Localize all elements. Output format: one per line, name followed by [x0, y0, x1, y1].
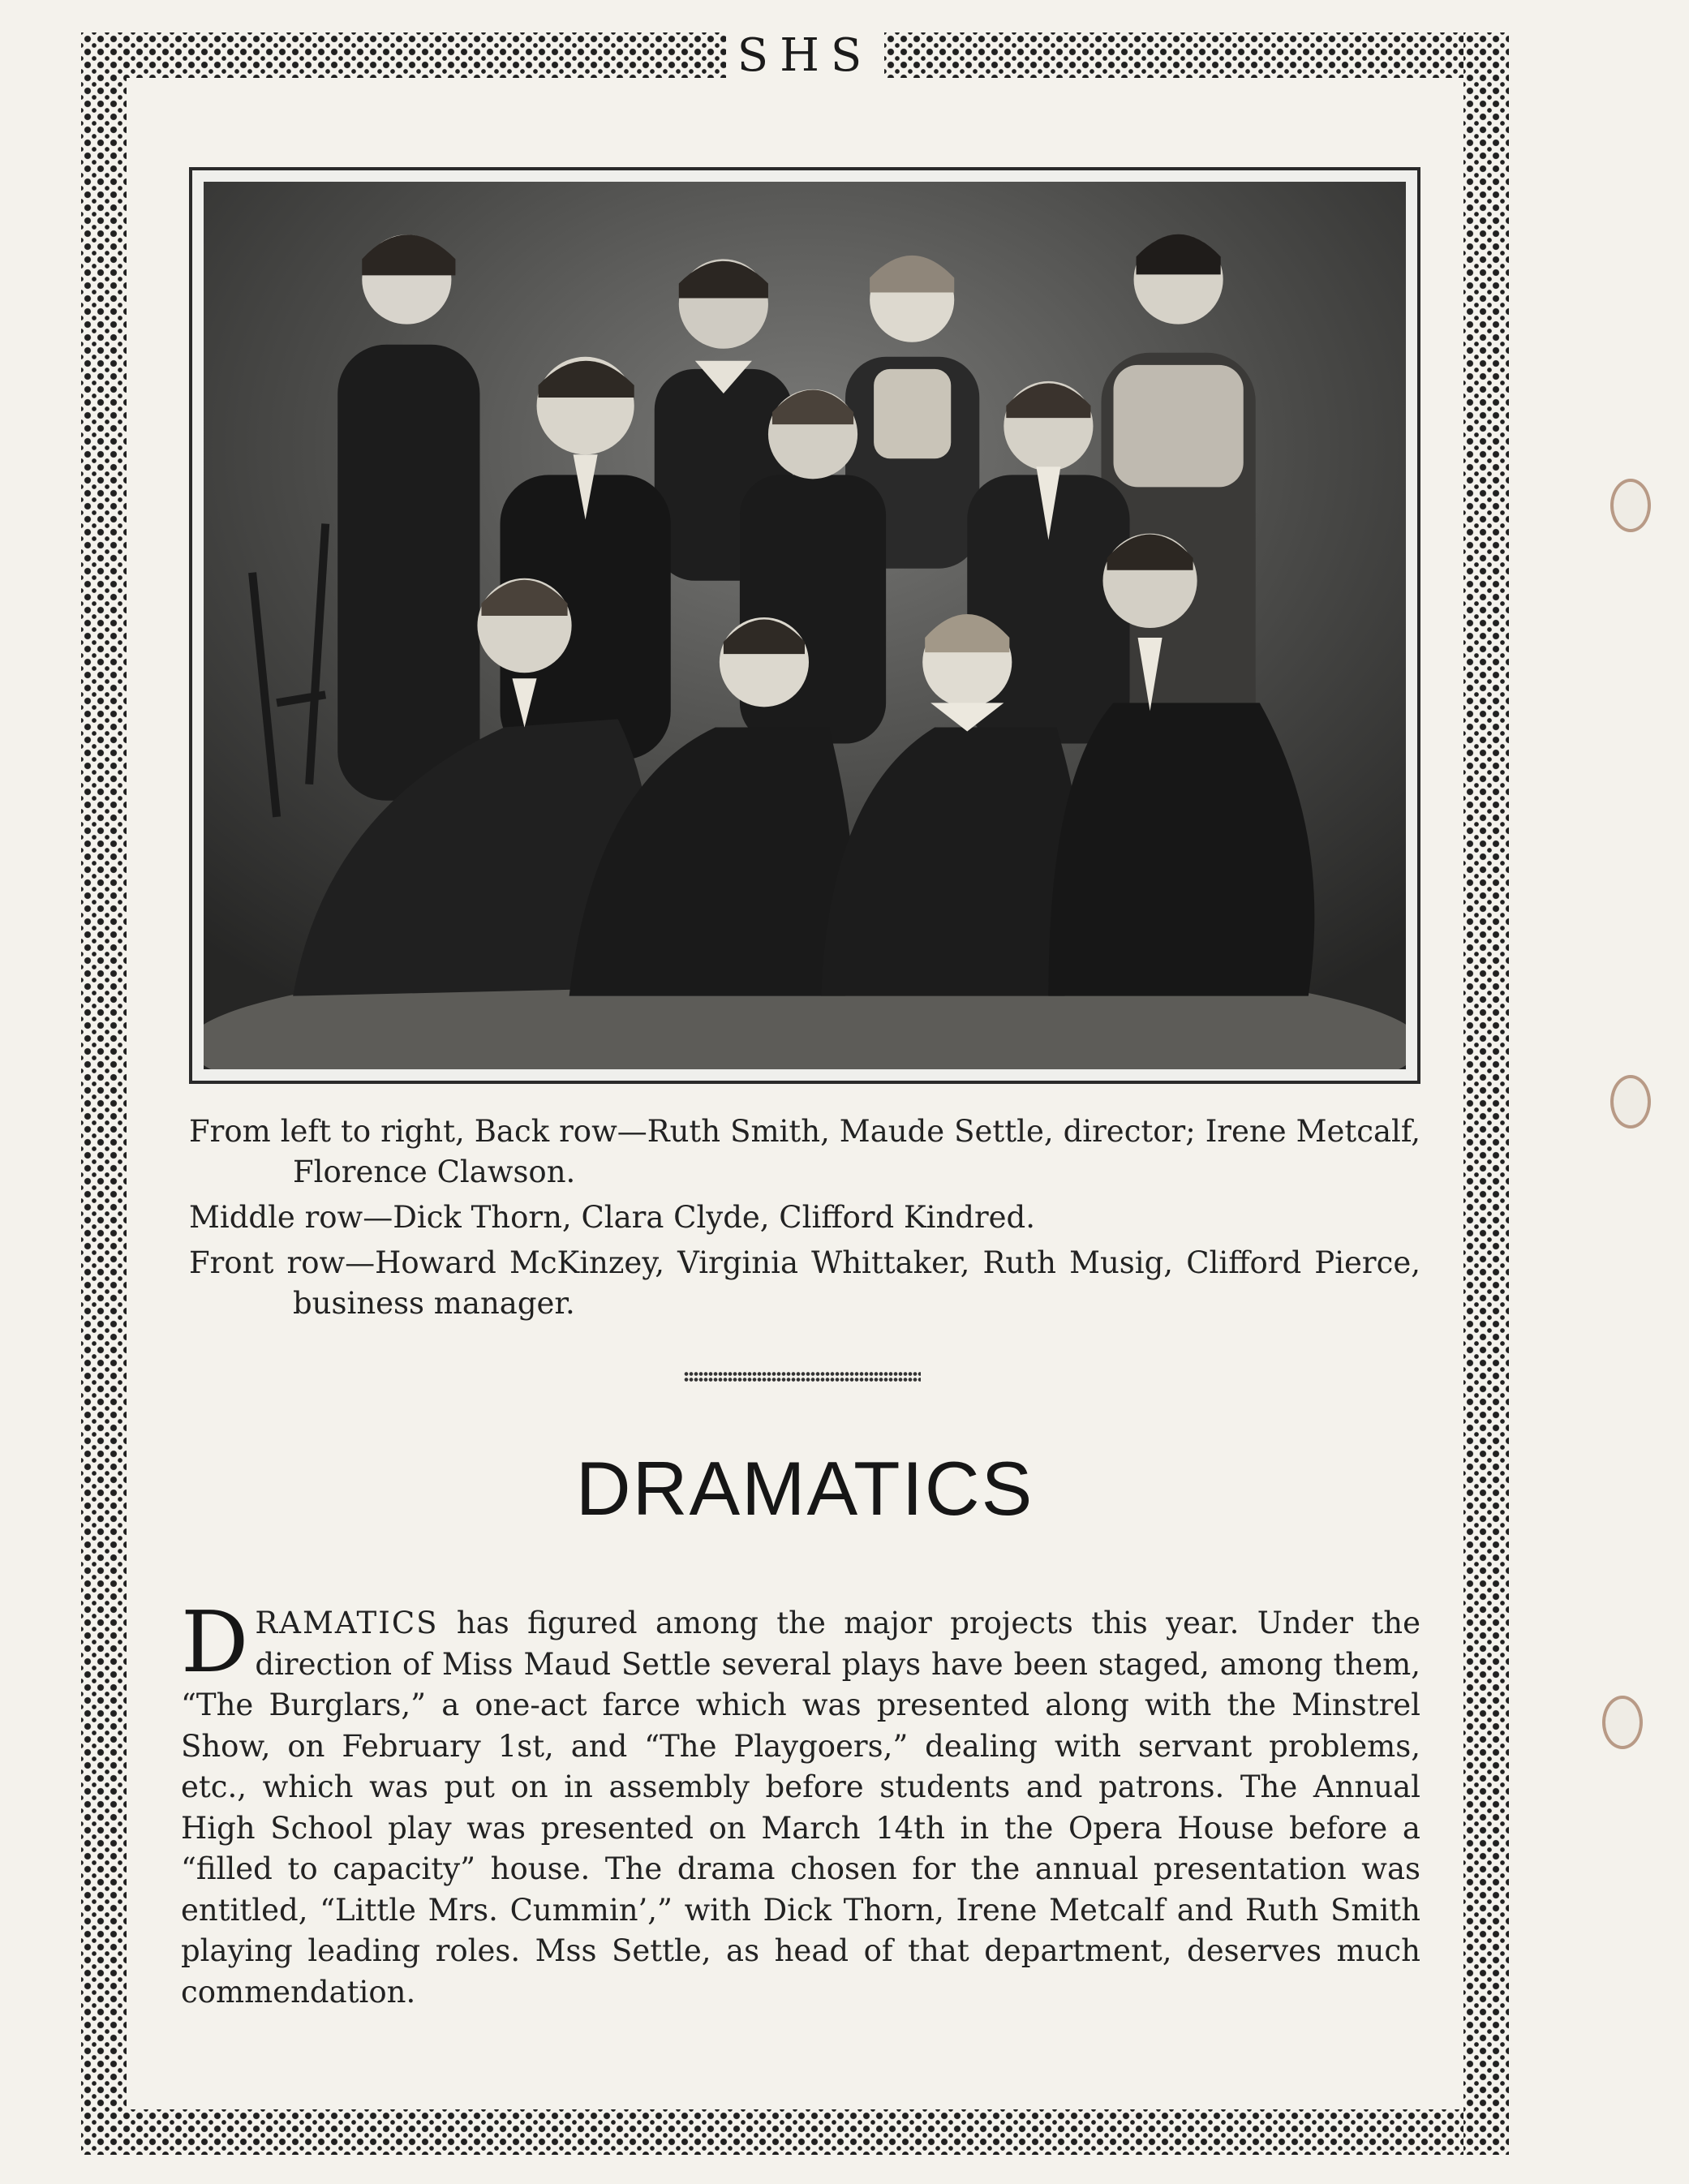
- left-border-ornament: [81, 32, 127, 2155]
- caption-middle-row: Middle row—Dick Thorn, Clara Clyde, Clifford Kindred.: [189, 1200, 1035, 1235]
- middle-row-figures: [500, 357, 1129, 760]
- drop-cap: D: [181, 1593, 249, 1692]
- bottom-border-ornament: [81, 2109, 1509, 2155]
- binder-hole: [1602, 1696, 1643, 1749]
- binder-hole: [1610, 1075, 1651, 1129]
- section-body: [181, 1593, 1420, 2013]
- group-photo-illustration: [204, 182, 1406, 1069]
- right-border-ornament: [1463, 32, 1509, 2155]
- caption-front-row: Front row—Howard McKinzey, Virginia Whittaker, Ruth Musig, Clifford Pierce, business manager.: [189, 1245, 1420, 1321]
- lead-word: RAMATICS: [255, 1606, 439, 1640]
- section-divider: [684, 1371, 921, 1382]
- group-photo-frame: [189, 167, 1420, 1084]
- top-border-ornament-right: [884, 32, 1509, 78]
- photo-caption: [189, 1111, 1420, 1329]
- page-header-title: SHS: [726, 28, 884, 84]
- group-photo: [204, 182, 1406, 1069]
- binder-hole: [1610, 479, 1651, 532]
- section-title: DRAMATICS: [575, 1446, 1034, 1531]
- body-paragraph: has figured among the major projects this year. Under the direction of Miss Maud Settle several plays have been staged, among them, “The Burglars,” a one-act farce which was presented along with the Minstrel Show, on February 1st, and “The Playgoers,” dealing with servant problems, etc., which was put on in assembly before students and patrons. The Annual High School play was presented on March 14th in the Opera House before a “filled to capacity” house. The drama chosen for the annual presentation was entitled, “Little Mrs. Cummin’,” with Dick Thorn, Irene Metcalf and Ruth Smith playing leading roles. Mss Settle, as head of that department, deserves much commendation.: [181, 1606, 1420, 2010]
- caption-back-row: From left to right, Back row—Ruth Smith, Maude Settle, director; Irene Metcalf, Florence Clawson.: [189, 1114, 1420, 1189]
- top-border-ornament-left: [81, 32, 726, 78]
